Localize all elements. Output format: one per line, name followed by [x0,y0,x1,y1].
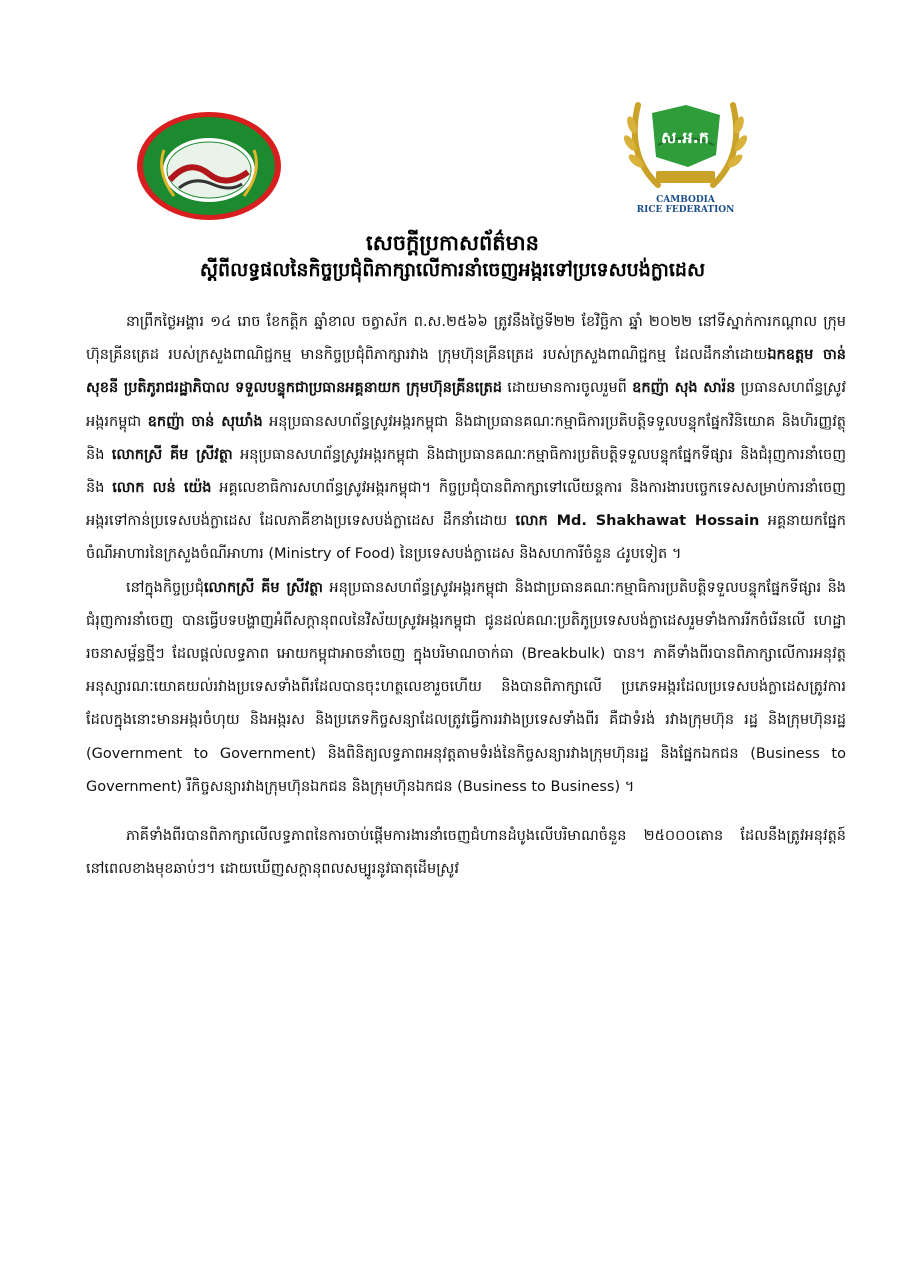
p1-vice-president-2-name: លោកស្រី គីម ស្រីវត្ថា [111,446,233,463]
p1-text-a: នាព្រឹកថ្ងៃអង្គារ ១៤ រោច ខែកត្តិក ឆ្នាំខាល ចត្វាស័ក ព.ស.២៥៦៦ ត្រូវនឹងថ្ងៃទី២២ ខែវិច្ឆិកា ឆ្នាំ ២០២២ នៅទីស្នាក់ការកណ្តាល ក្រុមហ៊ុនគ្រីនត្រេដ របស់ក្រសួងពាណិជ្ជកម្ម មានកិច្ចប្រជុំពិភាក្សារវាង ក្រុមហ៊ុនគ្រីនត្រេដ របស់ក្រសួងពាណិជ្ជកម្ម ដែលដឹកនាំដោយ [86,314,846,364]
p1-secretary-general-name: លោក លន់ យ៉េង [112,480,212,497]
green-trade-company-logo [134,110,284,222]
p3-text-a: ភាគីទាំងពីរបានពិភាក្សាលើលទ្ធភាពនៃការចាប់ផ្តើមការងារនាំចេញជំហានដំបូងលើបរិមាណចំនួន ២៥០០០តោន ដែលនឹងត្រូវអនុវត្តន៍នៅពេលខាងមុខឆាប់ៗ។ ដោយឃើញសក្តានុពលសម្បូរនូវធាតុដើមស្រូវ [86,828,846,878]
p1-text-k: អគ្គលេខាធិការសហព័ន្ធស្រូវអង្ករកម្ពុជា។ កិច្ចប្រជុំបានពិភាក្សាទៅលើយន្តការ និងការងារបច្ចេកទេសសម្រាប់ការនាំចេញអង្ករទៅកាន់ប្រទេសបង់ក្លាដេស ដែលភាគីខាងប្រទេសបង់ក្លាដេស ដឹកនាំដោយ [86,480,846,530]
p1-text-g: អនុប្រធានសហព័ន្ធស្រូវអង្ករកម្ពុជា និងជាប្រធានគណៈកម្មាធិការប្រតិបត្តិទទួលបន្ទុកផ្នែកវិនិយោគ និងហិរញ្ញវត្ថុ និង [86,413,847,463]
rice-federation-emblem-icon [608,85,763,195]
p2-presenter-name: លោកស្រី គីម ស្រីវត្ថា [203,579,323,596]
press-release-body [86,306,846,886]
p1-text-m: អគ្គនាយកផ្នែកចំណីអាហារនៃក្រសួងចំណីអាហារ (Ministry of Food) នៃប្រទេសបង់ក្លាដេស និងសហការីចំនួន ៤រូបទៀត ។ [86,513,846,563]
p1-text-e: ប្រធានសហព័ន្ធស្រូវអង្ករកម្ពុជា [86,380,847,430]
green-trade-emblem-icon [134,110,284,222]
page-subtitle: ស្តីពីលទ្ធផលនៃកិច្ចប្រជុំពិភាក្សាលើការនាំចេញអង្ករទៅប្រទេសបង់ក្លាដេស [199,259,706,281]
p1-chair-name: ឯកឧត្តម ចាន់ សុខនី ប្រតិភូរាជរដ្ឋាភិបាល ទទួលបន្ទុកជាប្រធានអគ្គនាយក ក្រុមហ៊ុនគ្រីនត្រេដ [86,347,846,397]
crf-name-line2: RICE FEDERATION [636,205,735,215]
p1-president-name: ឧកញ៉ា សុង សារ៉ន [632,380,736,397]
crf-emblem-text: ស.អ.ក [661,128,709,147]
p2-text-c: អនុប្រធានសហព័ន្ធស្រូវអង្ករកម្ពុជា និងជាប្រធានគណៈកម្មាធិការប្រតិបត្តិទទួលបន្ទុកផ្នែកទីផ្សារ និងជំរុញការនាំចេញ បានធ្វើបទបង្ហាញអំពីសក្តានុពលនៃវិស័យស្រូវអង្ករកម្ពុជា ជូនដល់គណៈប្រតិភូប្រទេសបង់ក្លាដេសរួមទាំងការរីកចំរើនលើ ហេដ្ឋារចនាសម្ព័ន្ធថ្មីៗ ដែលផ្តល់លទ្ធភាព អោយកម្ពុជាអាចនាំចេញ ក្នុងបរិមាណចាក់ធា (Breakbulk) បាន។ ភាគីទាំងពីរបានពិភាក្សាលើការអនុវត្តអនុស្សារណៈយោគយល់រវាងប្រទេសទាំងពីរដែលបានចុះហត្ថលេខារួចហើយ និងបានពិភាក្សាលើ ប្រភេទអង្ករដែលប្រទេសបង់ក្លាដេសត្រូវការ ដែលក្នុងនោះមានអង្ករចំហុយ និងអង្ករស និងប្រភេទកិច្ចសន្យាដែលត្រូវធ្វើការរវាងប្រទេសទាំងពីរ គឺជាទំរង់ រវាងក្រុមហ៊ុន រដ្ឋ និងក្រុមហ៊ុនរដ្ឋ (Government to Government) និងពិនិត្យលទ្ធភាពអនុវត្តតាមទំរង់នៃកិច្ចសន្យារវាងក្រុមហ៊ុនរដ្ឋ និងផ្នែកឯកជន (Business to Government) រឺកិច្ចសន្យារវាងក្រុមហ៊ុនឯកជន និងក្រុមហ៊ុនឯកជន (Business to Business) ។ [86,579,846,795]
paragraph-2 [86,572,846,804]
p1-text-i: អនុប្រធានសហព័ន្ធស្រូវអង្ករកម្ពុជា និងជាប្រធានគណៈកម្មាធិការប្រតិបត្តិទទួលបន្ទុកផ្នែកទីផ្សារ និងជំរុញការនាំចេញ និង [86,446,846,497]
paragraph-1 [86,306,846,572]
cambodia-rice-federation-logo [608,85,763,213]
p1-bangladesh-lead-name: លោក Md. Shakhawat Hossain [515,513,760,530]
page-title: សេចក្តីប្រកាសព័ត៌មាន [366,231,539,255]
p2-text-a: នៅក្នុងកិច្ចប្រជុំ [126,579,204,596]
p1-text-c: ដោយមានការចូលរួមពី [501,380,633,397]
paragraph-3 [86,820,846,886]
crf-name-line1: CAMBODIA [656,195,715,205]
p1-vice-president-name: ឧកញ៉ា ចាន់ សុឃាំង [147,413,263,430]
